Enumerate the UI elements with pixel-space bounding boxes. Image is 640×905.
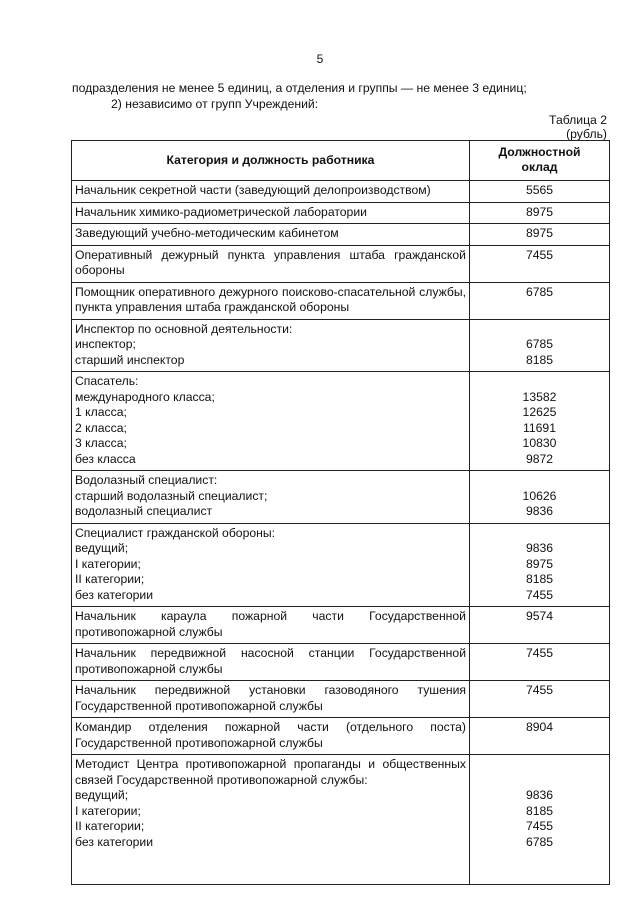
salary-cell xyxy=(470,282,610,319)
salary-table xyxy=(71,140,610,885)
position-title: Помощник оперативного дежурного поисково-спасательной службы, пункта управления штаба гражданской обороны xyxy=(75,284,466,314)
position-title: Командир отделения пожарной части (отдельного поста) Государственной противопожарной службы xyxy=(75,720,466,750)
table-body xyxy=(72,181,610,885)
table-row xyxy=(72,319,610,372)
position-cell xyxy=(72,607,470,644)
sub-position-label: II категории; xyxy=(75,572,145,586)
sub-position-salary: 11691 xyxy=(523,420,556,435)
sub-position-salary: 7455 xyxy=(525,587,554,602)
header-category: Категория и должность работника xyxy=(72,141,470,181)
table-label: Таблица 2 xyxy=(549,113,607,127)
table-row xyxy=(72,224,610,246)
sub-position-salary: 9836 xyxy=(525,788,554,802)
table-row xyxy=(72,718,610,755)
salary-value: 8975 xyxy=(525,226,554,240)
sub-position-salary: 6785 xyxy=(525,337,554,351)
salary-value: 7455 xyxy=(525,646,554,660)
position-cell xyxy=(72,681,470,718)
sub-position-label: старший водолазный специалист; xyxy=(75,488,268,503)
position-cell xyxy=(72,319,470,372)
intro-line-2: 2) независимо от групп Учреждений: xyxy=(111,97,319,111)
salary-cell xyxy=(470,718,610,755)
salary-cell xyxy=(470,607,610,644)
table-row xyxy=(72,282,610,319)
position-cell xyxy=(72,245,470,282)
position-title: Начальник передвижной насосной станции Государственной противопожарной службы xyxy=(75,646,466,676)
position-cell xyxy=(72,523,470,607)
table-row xyxy=(72,607,610,644)
sub-position-label: без категории xyxy=(75,587,154,602)
sub-position-label: старший инспектор xyxy=(75,352,185,367)
header-salary-line-1: Должностной xyxy=(498,144,581,159)
table-row xyxy=(72,202,610,224)
salary-cell xyxy=(470,319,610,372)
salary-value: 8975 xyxy=(525,204,554,219)
salary-value: 7455 xyxy=(525,683,554,697)
sub-position-salary: 8185 xyxy=(525,572,554,586)
position-cell xyxy=(72,202,470,224)
sub-position-salary: 12625 xyxy=(522,405,557,419)
header-salary-line-2: оклад xyxy=(521,160,558,174)
salary-cell xyxy=(470,372,610,471)
salary-cell xyxy=(470,523,610,607)
page-number: 5 xyxy=(316,52,324,66)
table-row xyxy=(72,471,610,524)
sub-position-salary: 13582 xyxy=(522,389,557,404)
sub-position-salary: 10830 xyxy=(522,436,557,450)
spacer xyxy=(75,866,466,882)
salary-value: 7455 xyxy=(525,247,554,262)
position-title: Оперативный дежурный пункта управления штаба гражданской обороны xyxy=(75,247,466,277)
position-cell xyxy=(72,282,470,319)
sub-position-salary: 9836 xyxy=(525,504,554,518)
salary-cell xyxy=(470,181,610,203)
position-title: Методист Центра противопожарной пропаганды и общественных связей Государственной противопожарной службы: xyxy=(75,757,466,787)
position-cell xyxy=(72,755,470,885)
sub-position-label: II категории; xyxy=(75,819,145,833)
table-header-row xyxy=(72,141,610,181)
position-title: Специалист гражданской обороны: xyxy=(75,525,276,540)
position-title: Заведующий учебно-методическим кабинетом xyxy=(75,226,339,240)
position-cell xyxy=(72,181,470,203)
spacer xyxy=(473,473,606,489)
sub-position-salary: 10626 xyxy=(522,488,557,503)
sub-position-salary: 8975 xyxy=(525,556,554,571)
sub-position-salary: 9872 xyxy=(525,451,554,466)
spacer xyxy=(473,526,606,542)
salary-value: 9574 xyxy=(525,609,554,623)
salary-cell xyxy=(470,644,610,681)
sub-position-label: 2 класса; xyxy=(75,420,127,435)
sub-position-salary: 8185 xyxy=(525,803,554,818)
sub-position-label: I категории; xyxy=(75,803,141,818)
spacer xyxy=(75,850,466,866)
salary-value: 6785 xyxy=(525,284,554,299)
spacer xyxy=(473,757,606,773)
table-row xyxy=(72,523,610,607)
salary-value: 5565 xyxy=(525,183,554,197)
position-title: Начальник караула пожарной части Государственной противопожарной службы xyxy=(75,609,466,639)
table-row xyxy=(72,245,610,282)
sub-position-label: ведущий; xyxy=(75,541,129,555)
salary-cell xyxy=(470,471,610,524)
sub-position-label: I категории; xyxy=(75,556,141,571)
position-title: Инспектор по основной деятельности: xyxy=(75,321,293,336)
sub-position-salary: 6785 xyxy=(525,834,554,849)
table-row xyxy=(72,372,610,471)
sub-position-salary: 8185 xyxy=(525,352,554,367)
salary-cell xyxy=(470,202,610,224)
position-cell xyxy=(72,471,470,524)
spacer xyxy=(473,322,606,338)
intro-line-1: подразделения не менее 5 единиц, а отделения и группы — не менее 3 единиц; xyxy=(72,81,527,95)
salary-value: 8904 xyxy=(525,720,554,734)
table-row xyxy=(72,644,610,681)
sub-position-salary: 9836 xyxy=(525,541,554,555)
position-cell xyxy=(72,718,470,755)
salary-cell xyxy=(470,755,610,885)
position-cell xyxy=(72,372,470,471)
sub-position-label: без класса xyxy=(75,451,136,466)
position-title: Начальник секретной части (заведующий делопроизводством) xyxy=(75,183,431,197)
salary-cell xyxy=(470,245,610,282)
table-row xyxy=(72,755,610,885)
table-row xyxy=(72,181,610,203)
sub-position-label: 1 класса; xyxy=(75,405,127,419)
position-title: Спасатель: xyxy=(75,374,139,388)
table-unit: (рубль) xyxy=(566,127,607,141)
spacer xyxy=(473,773,606,789)
sub-position-label: без категории xyxy=(75,834,154,849)
sub-position-salary: 7455 xyxy=(525,819,554,833)
position-title: Начальник передвижной установки газоводяного тушения Государственной противопожарной службы xyxy=(75,683,466,713)
position-cell xyxy=(72,644,470,681)
position-title: Водолазный специалист: xyxy=(75,473,218,487)
sub-position-label: инспектор; xyxy=(75,337,136,351)
sub-position-label: 3 класса; xyxy=(75,436,127,450)
salary-cell xyxy=(470,224,610,246)
position-cell xyxy=(72,224,470,246)
position-title: Начальник химико-радиометрической лаборатории xyxy=(75,204,367,219)
table-row xyxy=(72,681,610,718)
header-salary xyxy=(470,141,610,181)
sub-position-label: водолазный специалист xyxy=(75,504,213,518)
sub-position-label: ведущий; xyxy=(75,788,129,802)
salary-cell xyxy=(470,681,610,718)
spacer xyxy=(473,374,606,390)
sub-position-label: международного класса; xyxy=(75,389,215,404)
